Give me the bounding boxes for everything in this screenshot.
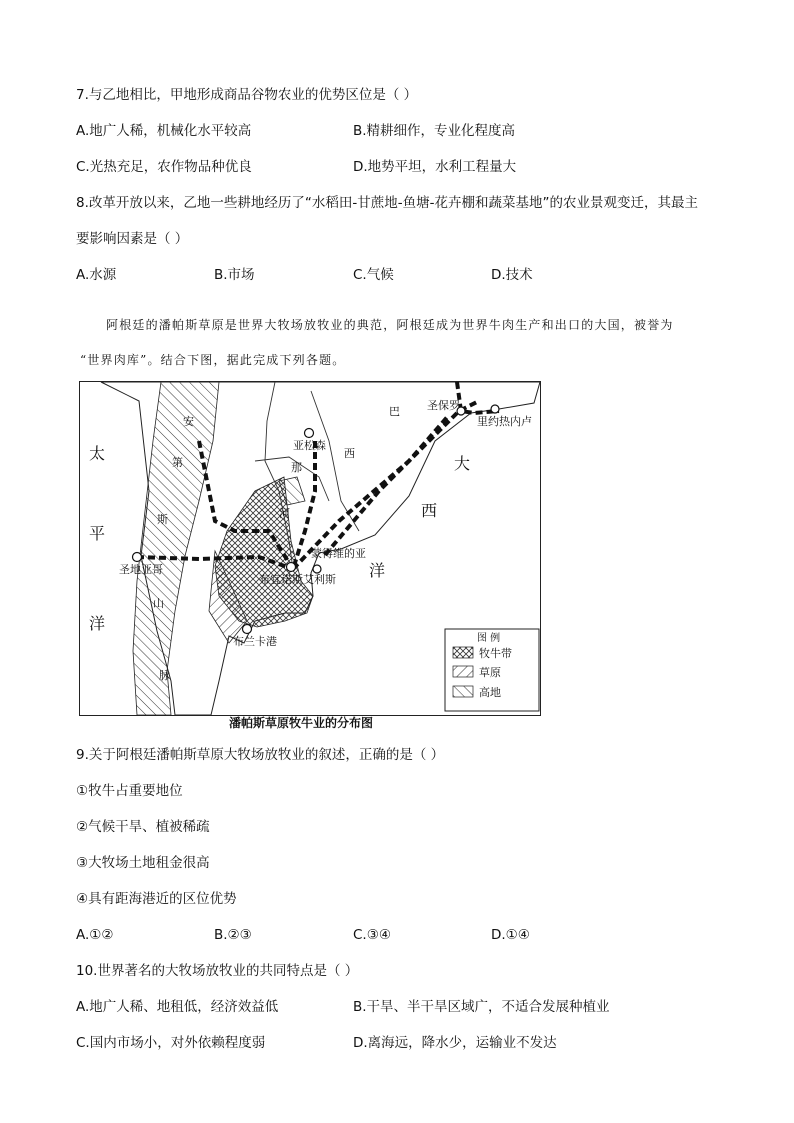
city-rio: 里约热内卢 [477,415,532,428]
city-sao-paulo: 圣保罗 [427,399,460,412]
brazil-char-1: 巴 [389,405,400,418]
intro-line1: 阿根廷的潘帕斯草原是世界大牧场放牧业的典范，阿根廷成为世界牛肉生产和出口的大国，被誉为 [106,318,674,332]
q7-option-c: C.光热充足，农作物品种优良 [76,159,252,175]
legend-grassland-label: 草原 [479,666,501,679]
q10-option-d: D.离海远，降水少，运输业不发达 [353,1035,557,1051]
q10-option-a: A.地广人稀、地租低，经济效益低 [76,999,279,1015]
legend-swatch-grassland [453,666,473,677]
andes-char-2: 第 [172,456,183,469]
q10-stem: 10.世界著名的大牧场放牧业的共同特点是（ ） [76,963,359,979]
q10-option-b: B.干旱、半干旱区域广，不适合发展种植业 [353,999,610,1015]
city-asuncion-marker [305,429,314,438]
q9-statement-3: ③大牧场土地租金很高 [76,855,210,871]
q8-option-a: A.水源 [76,267,117,283]
paraguay-char: 那 [291,461,302,474]
q7-option-a: A.地广人稀，机械化水平较高 [76,123,252,139]
map-title: 潘帕斯草原牧牛业的分布图 [229,716,374,730]
q8-option-d: D.技术 [491,267,533,283]
city-montevideo: 蒙得维的亚 [311,547,366,560]
q7-option-b: B.精耕细作，专业化程度高 [353,123,516,139]
city-montevideo-marker [313,565,321,573]
q9-option-d: D.①④ [491,927,530,943]
q9-stem: 9.关于阿根廷潘帕斯草原大牧场放牧业的叙述，正确的是（ ） [76,747,445,763]
city-rio-marker [491,405,499,413]
legend [445,629,539,711]
city-buenos-aires-marker [287,563,296,572]
city-bahia-blanca-marker [243,625,252,634]
q9-option-a: A.①② [76,927,114,943]
legend-cattle-label: 牧牛带 [479,647,512,660]
brazil-char-2: 西 [344,447,355,460]
andes-char-4: 山 [153,597,164,610]
city-buenos-aires: 布宜诺斯艾利斯 [259,573,336,586]
q9-option-b: B.②③ [214,927,252,943]
q7-option-d: D.地势平坦，水利工程量大 [353,159,517,175]
q8-stem-line1: 8.改革开放以来，乙地一些耕地经历了“水稻田-甘蔗地-鱼塘-花卉棚和蔬菜基地”的农业景观变迁，其最主 [76,195,698,211]
city-bahia-blanca: 布兰卡港 [233,635,277,648]
andes-char-5: 脉 [159,669,170,682]
q8-stem-line2: 要影响因素是（ ） [76,231,189,247]
legend-title: 图 例 [477,633,501,644]
atlantic-char-2: 西 [421,501,438,520]
atlantic-char-1: 大 [454,454,471,473]
city-santiago-marker [133,553,142,562]
andes-char-3: 斯 [157,513,168,526]
city-asuncion: 亚松森 [293,439,326,452]
pacific-char-2: 平 [89,524,106,543]
q9-statement-1: ①牧牛占重要地位 [76,783,183,799]
legend-highland-label: 高地 [479,686,501,699]
pacific-char-1: 太 [89,444,106,463]
pampas-map [79,381,541,733]
city-santiago: 圣地亚哥 [119,563,163,576]
q9-statement-4: ④具有距海港近的区位优势 [76,891,237,907]
intro-line2: “世界肉库”。结合下图，据此完成下列各题。 [80,353,346,367]
q9-statement-2: ②气候干旱、植被稀疏 [76,819,210,835]
river-char: 河 [279,507,290,520]
q7-stem: 7.与乙地相比，甲地形成商品谷物农业的优势区位是（ ） [76,87,418,103]
q8-option-c: C.气候 [353,267,394,283]
pacific-char-3: 洋 [89,614,106,633]
atlantic-char-3: 洋 [369,561,386,580]
q9-option-c: C.③④ [353,927,391,943]
q10-option-c: C.国内市场小，对外依赖程度弱 [76,1035,266,1051]
andes-char-1: 安 [183,415,194,428]
legend-swatch-highland [453,686,473,697]
legend-swatch-cattle [453,647,473,658]
q8-option-b: B.市场 [214,267,255,283]
